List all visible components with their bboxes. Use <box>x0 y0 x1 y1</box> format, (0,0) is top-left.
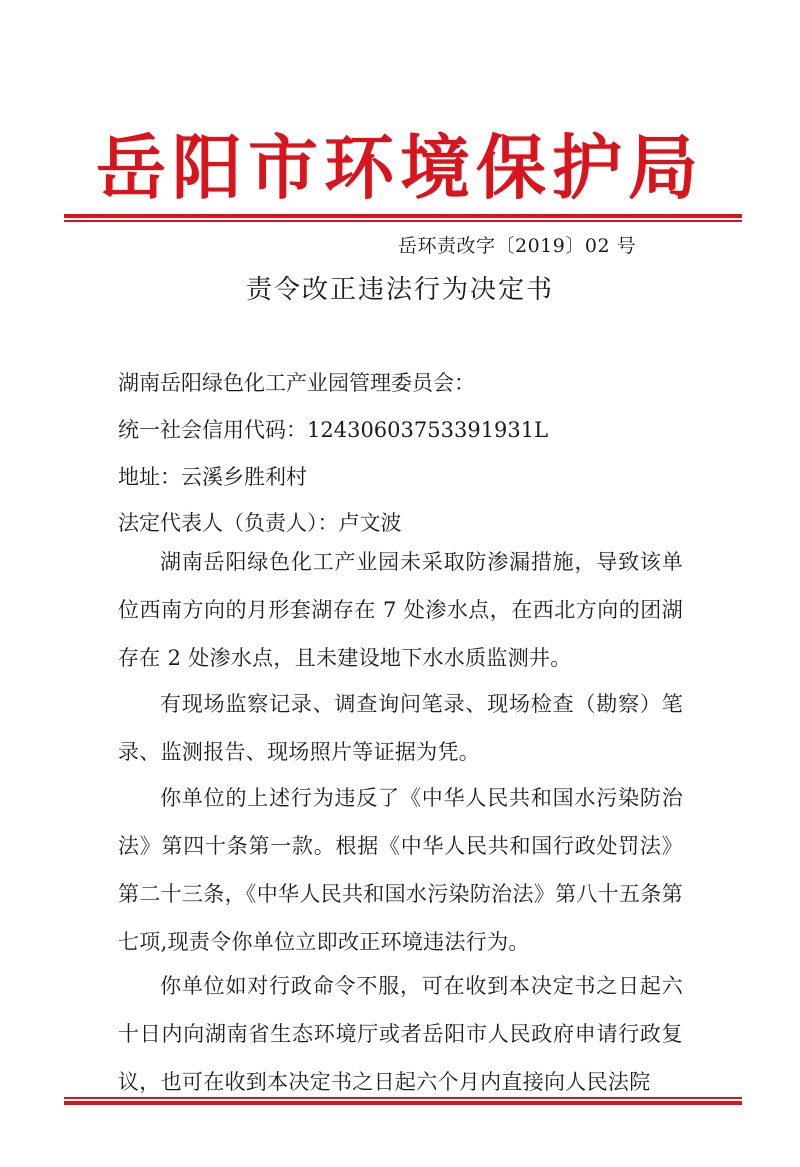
paragraph-evidence: 有现场监察记录、调查询问笔录、现场检查（勘察）笔录、监测报告、现场照片等证据为凭。 <box>118 692 683 764</box>
top-red-rule-thick <box>64 214 742 218</box>
document-number: 岳环责改字〔2019〕02 号 <box>398 235 637 257</box>
recipient-name: 湖南岳阳绿色化工产业园管理委员会： <box>118 371 475 395</box>
recipient-credit-code: 统一社会信用代码：12430603753391931L <box>118 418 549 442</box>
bottom-red-rule-thick <box>64 1101 742 1105</box>
paragraph-legal-basis: 你单位的上述行为违反了《中华人民共和国水污染防治法》第四十条第一款。根据《中华人民共和国行政处罚法》第二十三条，《中华人民共和国水污染防治法》第八十五条第七项,现责令你单位立即改正环境违法行为。 <box>118 786 683 954</box>
recipient-representative: 法定代表人（负责人）：卢文波 <box>118 511 402 535</box>
paragraph-violation-facts: 湖南岳阳绿色化工产业园未采取防渗漏措施，导致该单位西南方向的月形套湖存在 7 处渗水点，在西北方向的团湖存在 2 处渗水点，且未建设地下水水质监测井。 <box>118 550 683 670</box>
paragraph-appeal-rights: 你单位如对行政命令不服，可在收到本决定书之日起六十日内向湖南省生态环境厅或者岳阳市人民政府申请行政复议，也可在收到本决定书之日起六个月内直接向人民法院 <box>118 974 683 1094</box>
recipient-address: 地址：云溪乡胜利村 <box>118 465 307 489</box>
top-red-rule-thin <box>64 220 742 222</box>
agency-title: 岳阳市环境保护局 <box>96 126 704 209</box>
bottom-red-rule-thin <box>64 1097 742 1099</box>
document-title: 责令改正违法行为决定书 <box>245 275 554 305</box>
